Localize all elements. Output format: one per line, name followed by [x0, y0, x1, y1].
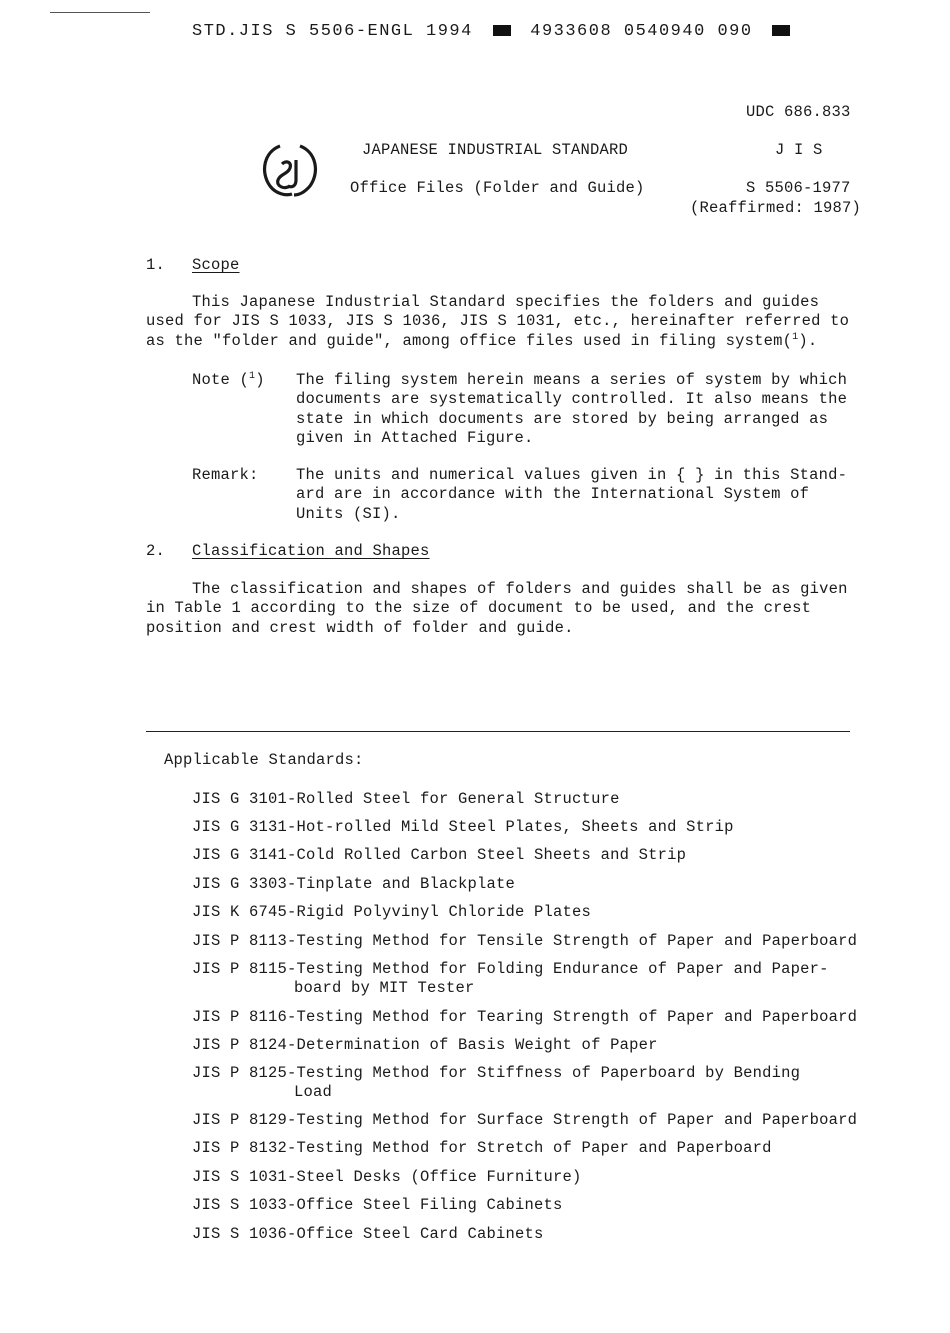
note-text	[296, 371, 847, 449]
list-item: JIS P 8113-Testing Method for Tensile Strength of Paper and Paperboard	[192, 932, 858, 950]
paragraph-line: This Japanese Industrial Standard specifies the folders and guides	[192, 293, 820, 311]
paragraph-line: documents are systematically controlled. It also means the	[296, 390, 848, 409]
section-number: 1.	[146, 256, 166, 274]
section-heading: Scope	[192, 256, 240, 274]
list-item: JIS P 8129-Testing Method for Surface Strength of Paper and Paperboard	[192, 1111, 858, 1129]
list-item: JIS G 3101-Rolled Steel for General Structure	[192, 790, 620, 808]
barcode-bar	[493, 25, 511, 36]
paragraph-line: The units and numerical values given in { } in this Stand-	[296, 466, 848, 484]
list-item: JIS K 6745-Rigid Polyvinyl Chloride Plates	[192, 903, 592, 921]
list-item-continuation: Load	[294, 1083, 333, 1102]
barcode-numbers: 4933608 0540940 090	[530, 22, 753, 41]
udc-number: UDC 686.833	[746, 103, 851, 121]
section-heading: Classification and Shapes	[192, 542, 430, 560]
list-item: JIS P 8115-Testing Method for Folding Endurance of Paper and Paper- board by MIT Tester	[192, 960, 829, 998]
reaffirmed-date: (Reaffirmed: 1987)	[690, 199, 862, 217]
applicable-standards-heading: Applicable Standards:	[164, 751, 364, 769]
list-item-continuation: board by MIT Tester	[294, 979, 475, 998]
list-item: JIS P 8116-Testing Method for Tearing Strength of Paper and Paperboard	[192, 1008, 858, 1026]
list-item: JIS G 3141-Cold Rolled Carbon Steel Sheets and Strip	[192, 846, 687, 864]
standard-number: S 5506-1977	[746, 179, 851, 197]
classification-paragraph	[146, 580, 848, 638]
list-item: JIS G 3303-Tinplate and Blackplate	[192, 875, 516, 893]
paragraph-line: in Table 1 according to the size of document to be used, and the crest	[146, 599, 812, 618]
list-item: JIS S 1031-Steel Desks (Office Furniture)	[192, 1168, 582, 1186]
paragraph-line: position and crest width of folder and guide.	[146, 618, 574, 637]
section-number: 2.	[146, 542, 166, 560]
list-item: JIS P 8124-Determination of Basis Weight of Paper	[192, 1036, 658, 1054]
note-label: Note ($^1$)	[192, 370, 265, 389]
remark-label: Remark:	[192, 466, 259, 484]
footnote-divider	[146, 731, 850, 732]
list-item: JIS S 1033-Office Steel Filing Cabinets	[192, 1196, 563, 1214]
list-item: JIS S 1036-Office Steel Card Cabinets	[192, 1225, 544, 1243]
remark-text	[296, 466, 847, 524]
top-rule	[50, 12, 150, 13]
standard-title: Office Files (Folder and Guide)	[350, 179, 645, 197]
jis-label: J I S	[775, 141, 823, 159]
document-id: STD.JIS S 5506-ENGL 1994	[192, 22, 473, 41]
org-name: JAPANESE INDUSTRIAL STANDARD	[362, 141, 629, 159]
barcode-bar	[772, 25, 790, 36]
paragraph-line: given in Attached Figure.	[296, 429, 534, 448]
list-item: JIS P 8125-Testing Method for Stiffness of Paperboard by Bending Load	[192, 1064, 801, 1102]
paragraph-line: state in which documents are stored by being arranged as	[296, 409, 829, 428]
paragraph-line: as the "folder and guide", among office files used in filing system($^1$).	[146, 331, 818, 350]
jis-mark-icon	[258, 138, 322, 202]
document-id-header	[192, 22, 790, 41]
list-item: JIS P 8132-Testing Method for Stretch of Paper and Paperboard	[192, 1139, 772, 1157]
paragraph-line: The classification and shapes of folders and guides shall be as given	[192, 580, 848, 598]
list-item: JIS G 3131-Hot-rolled Mild Steel Plates, Sheets and Strip	[192, 818, 734, 836]
paragraph-line: ard are in accordance with the International System of	[296, 485, 810, 504]
scope-paragraph	[146, 293, 849, 351]
paragraph-line: used for JIS S 1033, JIS S 1036, JIS S 1031, etc., hereinafter referred to	[146, 312, 850, 331]
paragraph-line: The filing system herein means a series of system by which	[296, 371, 848, 389]
paragraph-line: Units (SI).	[296, 504, 401, 523]
